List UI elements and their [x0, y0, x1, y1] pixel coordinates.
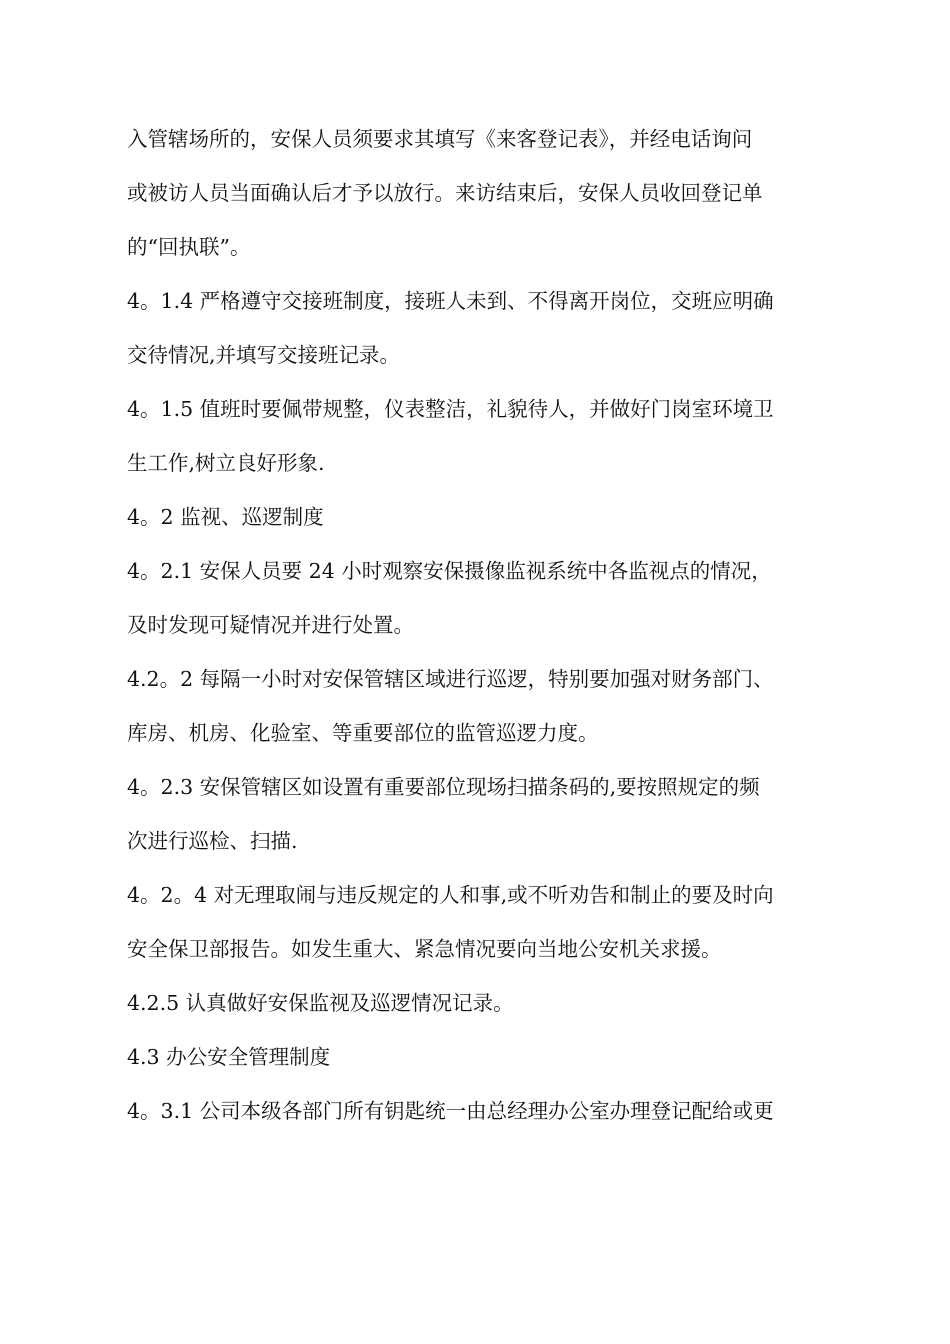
- text-line: 及时发现可疑情况并进行处置。: [127, 613, 414, 637]
- section-heading: 4。2 监视、巡逻制度: [127, 505, 324, 529]
- text-line: 4。1.4 严格遵守交接班制度，接班人未到、不得离开岗位，交班应明确: [127, 289, 774, 313]
- text-line: 4.2。2 每隔一小时对安保管辖区域进行巡逻，特别要加强对财务部门、: [127, 667, 774, 691]
- document-body: [127, 112, 827, 1138]
- text-line: 库房、机房、化验室、等重要部位的监管巡逻力度。: [127, 721, 599, 745]
- text-line: 入管辖场所的，安保人员须要求其填写《来客登记表》，并经电话询问: [127, 127, 753, 151]
- text-line: 或被访人员当面确认后才予以放行。来访结束后，安保人员收回登记单: [127, 181, 763, 205]
- text-line: 4。2.3 安保管辖区如设置有重要部位现场扫描条码的,要按照规定的频: [127, 775, 760, 799]
- text-line: 安全保卫部报告。如发生重大、紧急情况要向当地公安机关求援。: [127, 937, 722, 961]
- section-heading: 4.3 办公安全管理制度: [127, 1045, 331, 1069]
- text-line: 交待情况,并填写交接班记录。: [127, 343, 401, 367]
- text-line: 4.2.5 认真做好安保监视及巡逻情况记录。: [127, 991, 514, 1015]
- text-line: 次进行巡检、扫描.: [127, 829, 298, 853]
- text-line: 生工作,树立良好形象.: [127, 451, 325, 475]
- text-line: 的“回执联”。: [127, 235, 251, 259]
- text-line: 4。3.1 公司本级各部门所有钥匙统一由总经理办公室办理登记配给或更: [127, 1099, 774, 1123]
- text-line: 4。2.1 安保人员要 24 小时观察安保摄像监视系统中各监视点的情况，: [127, 559, 772, 583]
- text-line: 4。1.5 值班时要佩带规整，仪表整洁，礼貌待人，并做好门岗室环境卫: [127, 397, 774, 421]
- text-line: 4。2。4 对无理取闹与违反规定的人和事,或不听劝告和制止的要及时向: [127, 883, 774, 907]
